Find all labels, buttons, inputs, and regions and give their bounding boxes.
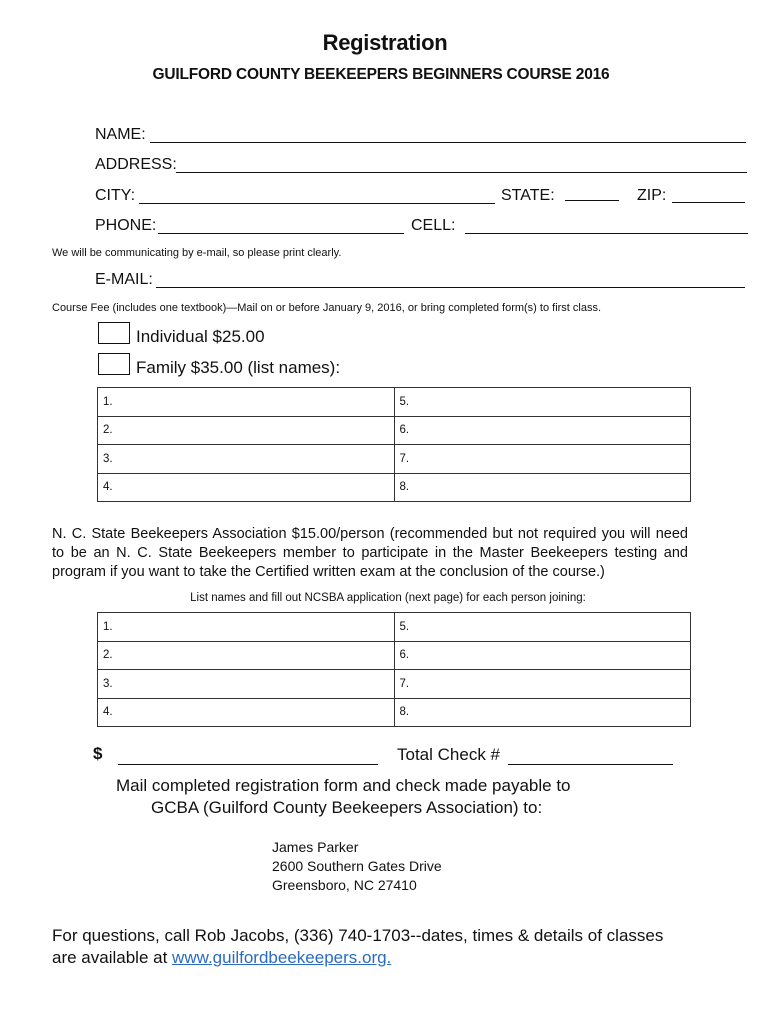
ncsba-name-cell[interactable]: 1.	[98, 613, 395, 642]
table-row	[98, 416, 691, 445]
city-field[interactable]	[139, 203, 495, 204]
email-label: E-MAIL:	[95, 271, 153, 288]
name-field[interactable]	[150, 142, 746, 143]
mailing-address	[272, 838, 442, 895]
mail-instructions-line1: Mail completed registration form and check made payable to	[116, 776, 571, 795]
ncsba-name-cell[interactable]: 6.	[394, 641, 691, 670]
ncsba-name-cell[interactable]: 8.	[394, 698, 691, 727]
contact-footer	[52, 925, 672, 969]
email-field[interactable]	[156, 287, 745, 288]
recipient-name: James Parker	[272, 839, 359, 855]
ncsba-name-cell[interactable]: 3.	[98, 670, 395, 699]
amount-field[interactable]	[118, 764, 378, 765]
page-title: Registration	[322, 30, 448, 55]
family-name-cell[interactable]: 7.	[394, 445, 691, 474]
state-label: STATE:	[501, 187, 555, 204]
zip-field[interactable]	[672, 202, 745, 203]
table-row	[98, 445, 691, 474]
mail-instructions-line2: GCBA (Guilford County Beekeepers Association) to:	[151, 798, 543, 817]
cell-field[interactable]	[465, 233, 748, 234]
cell-label: CELL:	[411, 217, 456, 234]
city-state-zip: Greensboro, NC 27410	[272, 877, 417, 893]
city-label: CITY:	[95, 187, 136, 204]
contact-text: For questions, call Rob Jacobs, (336) 740-1703--dates, times & details of classes are available at	[52, 926, 664, 967]
table-row	[98, 698, 691, 727]
address-field[interactable]	[176, 172, 747, 173]
dollar-sign: $	[93, 744, 103, 763]
address-label: ADDRESS:	[95, 156, 177, 173]
ncsba-names-table	[97, 612, 691, 727]
phone-label: PHONE:	[95, 217, 157, 234]
check-number-field[interactable]	[508, 764, 673, 765]
name-label: NAME:	[95, 126, 146, 143]
street-address: 2600 Southern Gates Drive	[272, 858, 442, 874]
total-check-label: Total Check #	[397, 745, 500, 764]
website-link[interactable]: www.guilfordbeekeepers.org.	[172, 948, 392, 967]
family-name-cell[interactable]: 1.	[98, 388, 395, 417]
table-row	[98, 388, 691, 417]
family-name-cell[interactable]: 3.	[98, 445, 395, 474]
family-name-cell[interactable]: 5.	[394, 388, 691, 417]
family-checkbox[interactable]	[98, 353, 130, 375]
table-row	[98, 613, 691, 642]
family-name-cell[interactable]: 8.	[394, 473, 691, 502]
individual-checkbox[interactable]	[98, 322, 130, 344]
table-row	[98, 641, 691, 670]
course-subtitle: GUILFORD COUNTY BEEKEEPERS BEGINNERS COURSE 2016	[152, 66, 610, 83]
ncsba-name-cell[interactable]: 5.	[394, 613, 691, 642]
ncsba-name-cell[interactable]: 7.	[394, 670, 691, 699]
ncsba-name-cell[interactable]: 2.	[98, 641, 395, 670]
ncsba-name-cell[interactable]: 4.	[98, 698, 395, 727]
ncsba-instruction: List names and fill out NCSBA application (next page) for each person joining:	[190, 592, 586, 604]
table-row	[98, 473, 691, 502]
table-row	[98, 670, 691, 699]
family-name-cell[interactable]: 4.	[98, 473, 395, 502]
family-name-cell[interactable]: 6.	[394, 416, 691, 445]
ncsba-membership-paragraph: N. C. State Beekeepers Association $15.00/person (recommended but not required you will need to be an N. C. State Beekeepers member to participate in the Master Beekeepers testing and program if you want to take the Certified written exam at the conclusion of the course.)	[52, 526, 688, 580]
family-names-table	[97, 387, 691, 502]
zip-label: ZIP:	[637, 187, 667, 204]
individual-option-label: Individual $25.00	[136, 327, 265, 346]
state-field[interactable]	[565, 200, 619, 201]
family-option-label: Family $35.00 (list names):	[136, 358, 341, 377]
phone-field[interactable]	[158, 233, 404, 234]
family-name-cell[interactable]: 2.	[98, 416, 395, 445]
email-note: We will be communicating by e-mail, so please print clearly.	[52, 247, 342, 259]
course-fee-note: Course Fee (includes one textbook)—Mail on or before January 9, 2016, or bring completed form(s) to first class.	[52, 302, 602, 314]
